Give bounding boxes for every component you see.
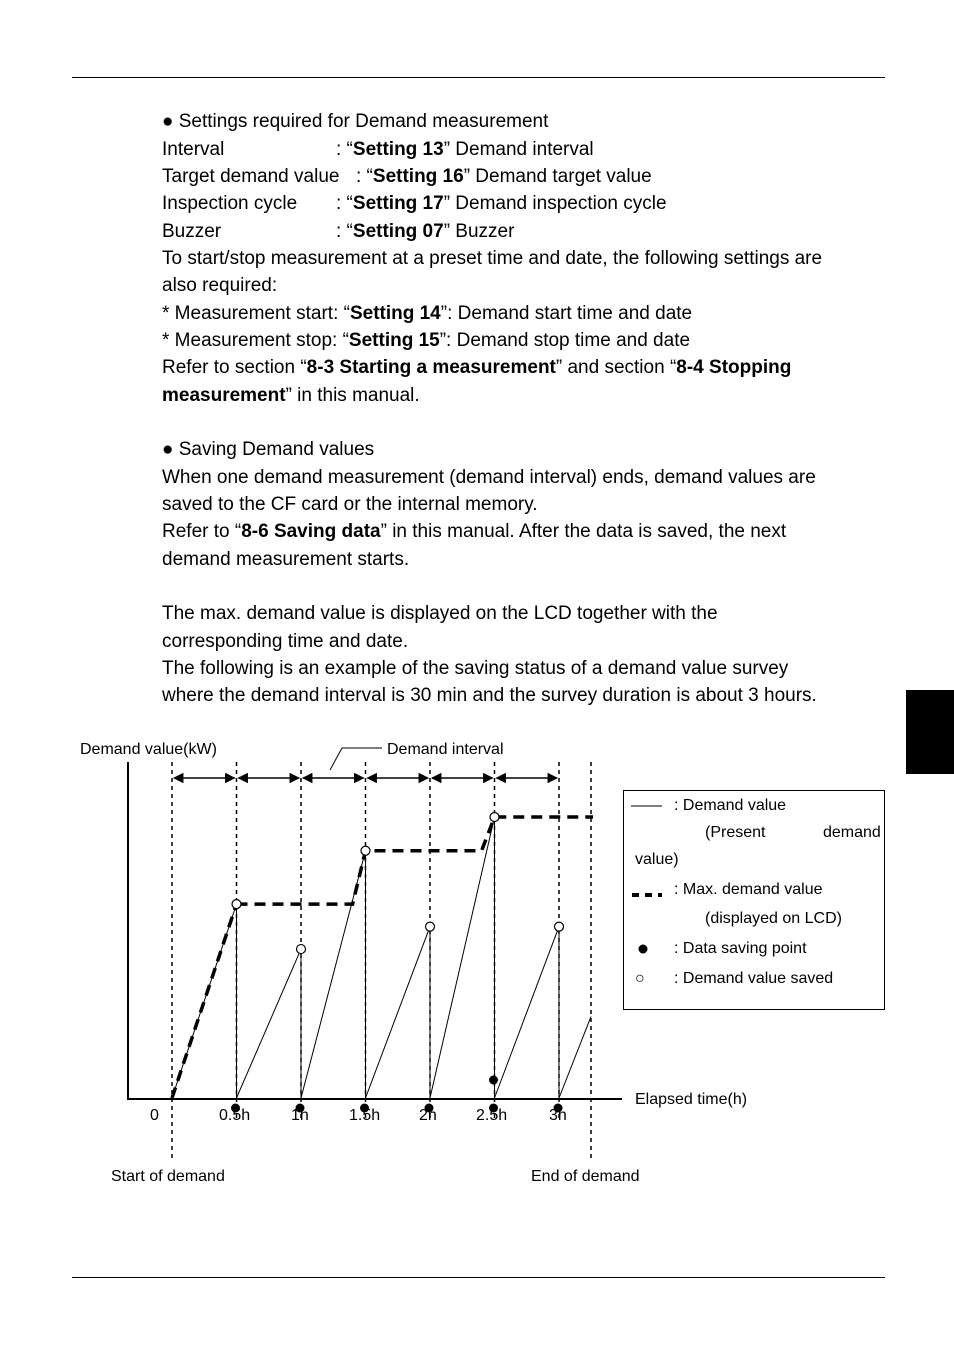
legend-data-saving-point: : Data saving point <box>674 940 807 957</box>
row-value: : “Setting 07” Buzzer <box>336 221 515 242</box>
demand-value-ramp <box>430 817 495 1098</box>
y-axis-label: Demand value(kW) <box>80 741 217 758</box>
preset-line2: also required: <box>162 275 278 296</box>
max-demand-dashed-line <box>172 817 593 1098</box>
demand-value-saved-marker <box>555 922 564 931</box>
tick-label: 2.5h <box>476 1107 508 1124</box>
tick-label: 0 <box>150 1107 159 1124</box>
saving-refer-line: Refer to “8-6 Saving data” in this manual. After the data is saved, the next <box>162 521 787 542</box>
measurement-stop-line: * Measurement stop: “Setting 15”: Demand stop time and date <box>162 330 691 351</box>
link-8-3[interactable]: 8-3 Starting a measurement <box>306 357 556 378</box>
demand-interval-label: Demand interval <box>387 741 504 758</box>
legend-demand-value: : Demand value <box>674 797 787 814</box>
legend-displayed-lcd: (displayed on LCD) <box>705 910 842 927</box>
link-8-6[interactable]: 8-6 Saving data <box>241 521 381 542</box>
saving-line1: When one demand measurement (demand interval) ends, demand values are <box>162 467 816 488</box>
measurement-start-line: * Measurement start: “Setting 14”: Demand start time and date <box>162 303 693 324</box>
lcd-line2: corresponding time and date. <box>162 631 409 652</box>
tick-label: 0.5h <box>219 1107 251 1124</box>
legend-present: (Present <box>705 824 766 841</box>
refer-sections-line1: Refer to section “8-3 Starting a measurement” and section “8-4 Stopping <box>162 357 792 378</box>
demand-value-ramp <box>495 927 560 1098</box>
interval-label-leader <box>330 748 382 770</box>
demand-value-saved-marker <box>297 945 306 954</box>
link-8-4[interactable]: 8-4 Stopping <box>676 357 792 378</box>
tick-label: 3h <box>549 1107 567 1124</box>
saving-line2: saved to the CF card or the internal memory. <box>162 494 538 515</box>
demand-value-saved-marker <box>232 900 241 909</box>
demand-value-ramp <box>237 949 302 1098</box>
saving-line4: demand measurement starts. <box>162 549 410 570</box>
demand-value-ramp-partial <box>559 1017 591 1098</box>
saving-title: ● Saving Demand values <box>162 439 375 460</box>
demand-value-ramp <box>172 904 237 1098</box>
lcd-line1: The max. demand value is displayed on the LCD together with the <box>162 603 718 624</box>
example-line2: where the demand interval is 30 min and the survey duration is about 3 hours. <box>162 685 817 706</box>
row-value: : “Setting 13” Demand interval <box>336 139 594 160</box>
demand-value-ramp <box>366 927 431 1098</box>
start-of-demand-label: Start of demand <box>111 1168 225 1185</box>
demand-value-saved-marker <box>490 813 499 822</box>
end-of-demand-label: End of demand <box>531 1168 640 1185</box>
legend-saved-marker: ○ <box>635 970 645 987</box>
row-label: Interval <box>162 139 225 160</box>
example-line1: The following is an example of the saving status of a demand value survey <box>162 658 789 679</box>
legend-saving-point-swatch <box>639 945 648 954</box>
tick-label: 2h <box>419 1107 437 1124</box>
row-label: Target demand value <box>162 166 340 187</box>
row-value: : “Setting 17” Demand inspection cycle <box>336 193 667 214</box>
legend-value-word: value) <box>635 851 679 868</box>
refer-sections-line2: measurement” in this manual. <box>162 385 420 406</box>
legend-max-demand: : Max. demand value <box>674 881 823 898</box>
tick-label: 1h <box>291 1107 309 1124</box>
row-value: : “Setting 16” Demand target value <box>356 166 652 187</box>
settings-title: ● Settings required for Demand measurement <box>162 111 549 132</box>
row-label: Buzzer <box>162 221 222 242</box>
row-label: Inspection cycle <box>162 193 298 214</box>
tick-label: 1.5h <box>349 1107 381 1124</box>
chart-legend <box>623 790 885 1010</box>
legend-demand-value-saved: : Demand value saved <box>674 970 834 987</box>
data-saving-point <box>489 1076 498 1085</box>
x-axis-label: Elapsed time(h) <box>635 1091 748 1108</box>
demand-value-saved-marker <box>361 846 370 855</box>
preset-line1: To start/stop measurement at a preset time and date, the following settings are <box>162 248 823 269</box>
demand-value-saved-marker <box>426 922 435 931</box>
legend-demand-word: demand <box>823 824 881 841</box>
